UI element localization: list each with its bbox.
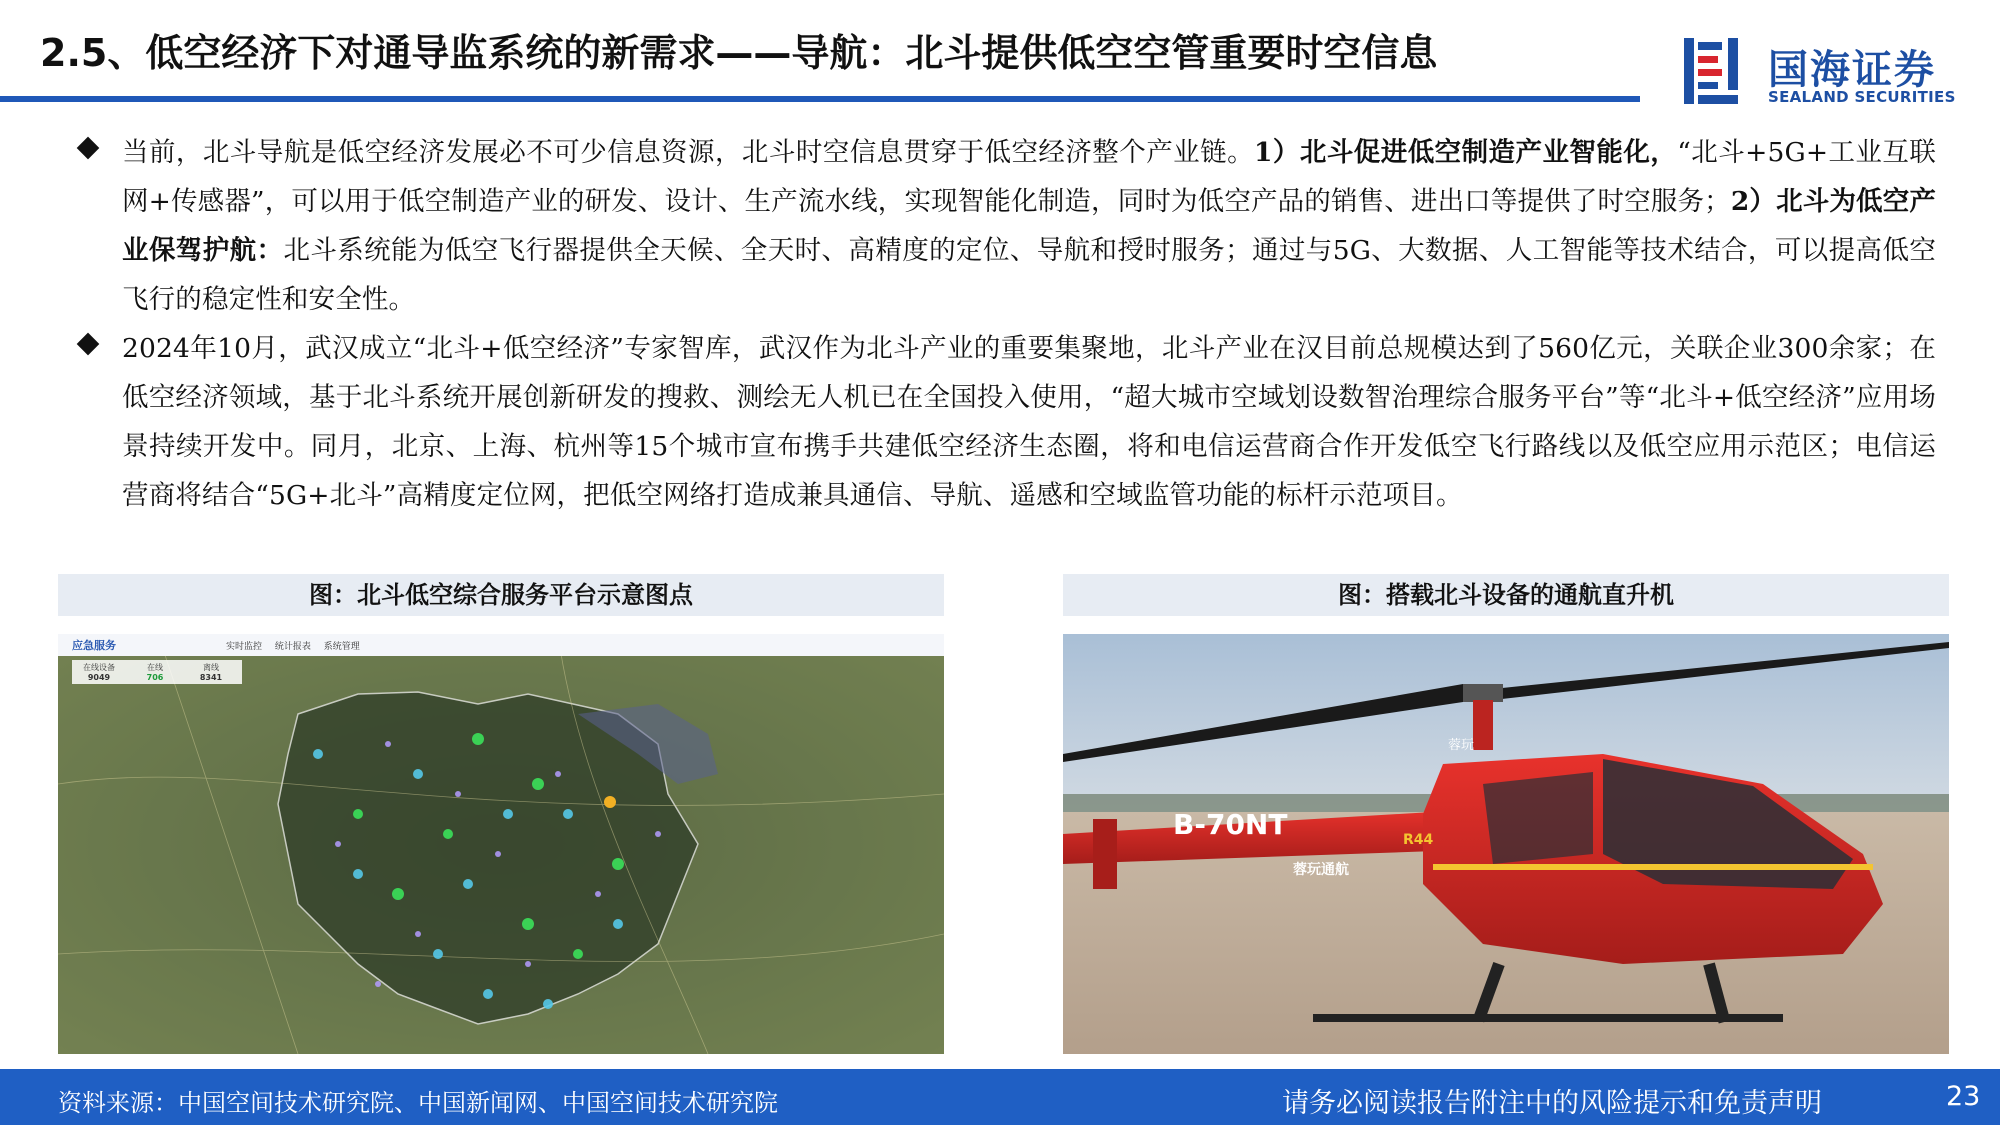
map-stat-value: 8341 [199, 673, 223, 682]
company-logo [1682, 32, 1962, 112]
map-tab-reports: 统计报表 [274, 642, 311, 652]
map-app-toolbar [58, 634, 944, 656]
map-stats-panel [72, 660, 242, 684]
title-bar [0, 0, 2000, 110]
map-stat [186, 662, 236, 682]
bullet-item [76, 128, 1936, 324]
bullet-item [76, 324, 1936, 520]
bullet-text: 2024年10月，武汉成立“北斗+低空经济”专家智库，武汉作为北斗产业的重要集聚地，北斗产业在汉目前总规模达到了560亿元，关联企业300余家；在低空经济领域，基于北斗系统开展创新研发的搜救、测绘无人机已在全国投入使用，“超大城市空域划设数智治理综合服务平台”等“北斗+低空经济”应用场景持续开发中。同月，北京、上海、杭州等15个城市宣布携手共建低空经济生态圈，将和电信运营商合作开发低空飞行路线以及低空应用示范区；电信运营商将结合“5G+北斗”高精度定位网，把低空网络打造成兼具通信、导航、遥感和空域监管功能的标杆示范项目。 [122, 333, 1936, 511]
bullet-bold-segment: 2）北斗为低空产业保驾护航： [122, 186, 1936, 266]
map-stat-value: 9049 [87, 673, 111, 682]
diamond-bullet-icon [77, 137, 100, 160]
map-stat-label: 离线 [203, 663, 219, 672]
figure-caption: 图：北斗低空综合服务平台示意图点 [58, 574, 944, 616]
map-stat [130, 662, 180, 682]
diamond-bullet-icon [77, 333, 100, 356]
helicopter-photo [1063, 634, 1949, 1054]
map-tab-monitor: 实时监控 [226, 642, 263, 652]
page-title: 2.5、低空经济下对通导监系统的新需求——导航：北斗提供低空空管重要时空信息 [40, 31, 1438, 75]
disclaimer-text: 请务必阅读报告附注中的风险提示和免责声明 [1282, 1088, 1822, 1119]
bullet-list [76, 128, 1936, 520]
heli-model: R44 [1403, 832, 1434, 848]
logo-cn-text: 国海证券 [1768, 47, 1936, 93]
heli-tail-mark: 蓉玩 [1448, 738, 1475, 753]
bullet-segment: “北斗+5G+工业互联网+传感器”，可以用于低空制造产业的研发、设计、生产流水线，实现智能化制造，同时为低空产品的销售、进出口等提供了时空服务； [122, 137, 1936, 217]
heli-brand: 蓉玩通航 [1293, 862, 1349, 878]
figure-helicopter [1063, 574, 1949, 1054]
map-app-name: 应急服务 [72, 639, 116, 652]
map-stat-label: 在线设备 [83, 663, 115, 672]
bullet-text [122, 128, 1936, 324]
helicopter-image [1063, 634, 1949, 1054]
map-screenshot [58, 634, 944, 1054]
footer-bar [0, 1069, 2000, 1125]
map-tab-admin: 系统管理 [323, 642, 360, 652]
heli-registration: B-70NT [1173, 808, 1288, 841]
sealand-logo-icon [1682, 36, 1744, 106]
bullet-segment: 当前，北斗导航是低空经济发展必不可少信息资源，北斗时空信息贯穿于低空经济整个产业链。 [122, 137, 1255, 168]
map-stat-label: 在线 [147, 663, 163, 672]
bullet-bold-segment: 1）北斗促进低空制造产业智能化， [1254, 137, 1678, 168]
page-number: 23 [1946, 1081, 1981, 1112]
figure-map [58, 574, 944, 1054]
map-stat [74, 662, 124, 682]
logo-en-text: SEALAND SECURITIES [1768, 88, 1956, 106]
title-underline [0, 96, 1640, 102]
map-stat-value: 706 [146, 673, 164, 682]
map-tabs [226, 639, 370, 652]
source-note: 资料来源：中国空间技术研究院、中国新闻网、中国空间技术研究院 [58, 1089, 778, 1117]
satellite-map-image [58, 634, 944, 1054]
figure-caption: 图：搭载北斗设备的通航直升机 [1063, 574, 1949, 616]
bullet-segment: 北斗系统能为低空飞行器提供全天候、全天时、高精度的定位、导航和授时服务；通过与5G、大数据、人工智能等技术结合，可以提高低空飞行的稳定性和安全性。 [122, 235, 1937, 315]
